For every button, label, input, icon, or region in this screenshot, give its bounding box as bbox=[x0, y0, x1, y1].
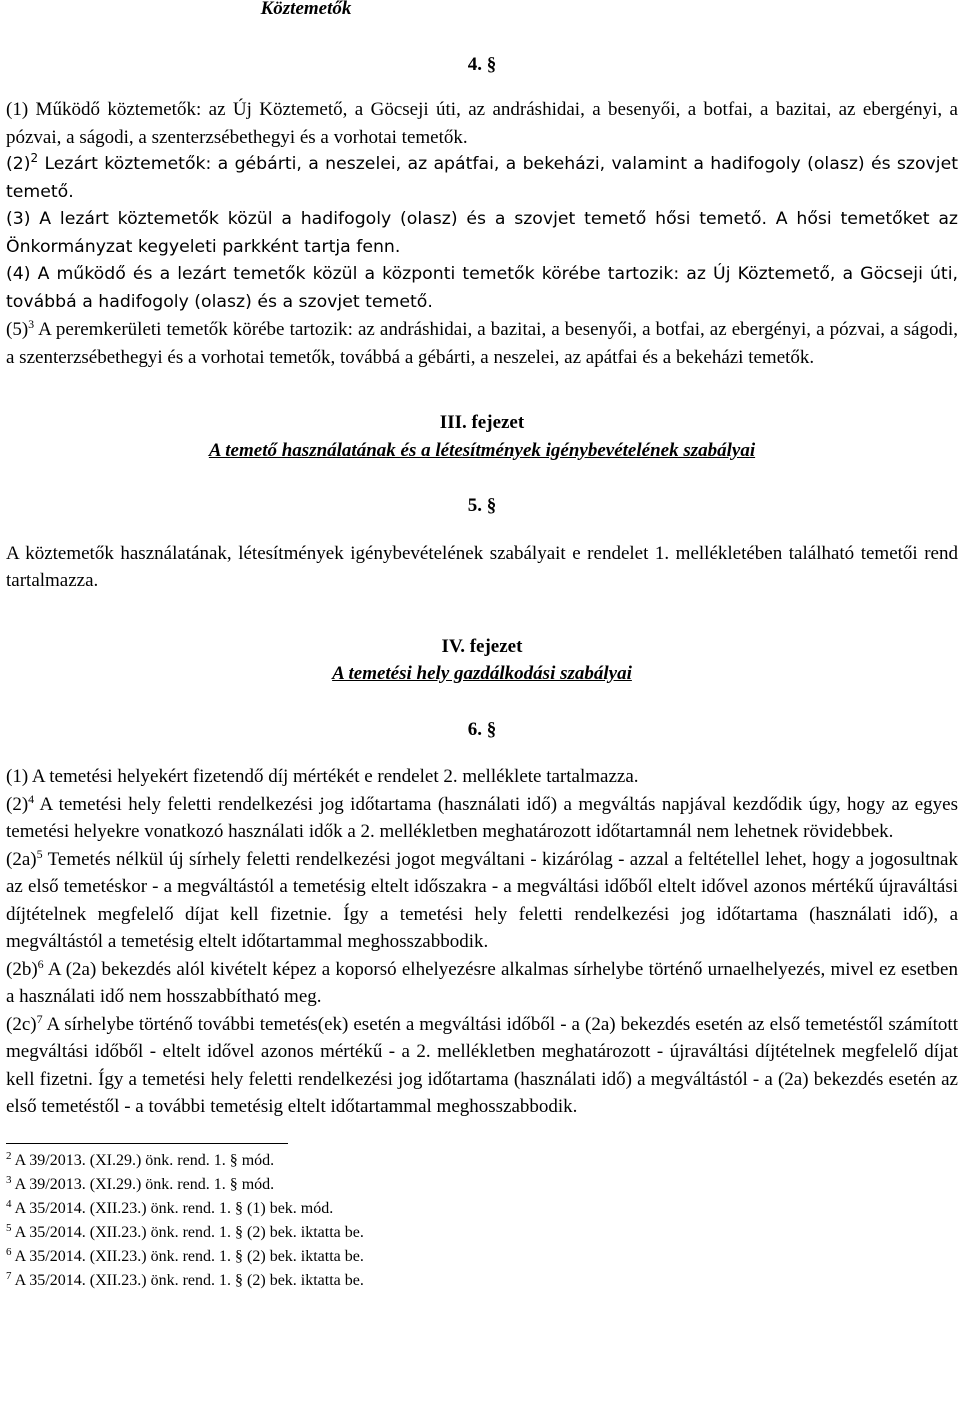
paragraph-text: A sírhelybe történő további temetés(ek) esetén a megváltási időből - a (2a) bekezdés esetén az első temetéstől számított megváltási időből - eltelt idővel azonos mértékű - a 2. mellékletben meghatározott - újraváltási díjtételnek megfelelő díjat kell fizetni. Így a temetési hely feletti rendelkezési jog időtartama (használati idő) a megváltástól - a (2a) bekezdés esetén az első temetéstől - a további temetésig eltelt időtartammal meghosszabbodik. bbox=[6, 1013, 958, 1117]
footnote-number: 6 bbox=[6, 1245, 12, 1258]
paragraph-number: (2) bbox=[6, 793, 29, 815]
paragraph-text: A (2a) bekezdés alól kivételt képez a koporsó elhelyezésre alkalmas sírhelybe történő urnaelhelyezés, mivel ez esetben a használati idő nem hosszabbítható meg. bbox=[6, 958, 958, 1007]
footnote bbox=[6, 1269, 958, 1293]
section-4-heading: 4. § bbox=[467, 53, 497, 75]
s6-paragraph-2a bbox=[6, 846, 958, 956]
footnote-number: 4 bbox=[6, 1197, 12, 1210]
footnote-ref: 3 bbox=[28, 317, 35, 331]
s6-paragraph-2 bbox=[6, 791, 958, 846]
document-page bbox=[6, 0, 958, 1293]
footnotes bbox=[6, 1143, 958, 1293]
footnote-ref: 6 bbox=[37, 956, 44, 971]
section-5-heading: 5. § bbox=[467, 495, 497, 516]
footnote-number: 5 bbox=[6, 1221, 12, 1234]
footnote-text: A 39/2013. (XI.29.) önk. rend. 1. § mód. bbox=[11, 1175, 275, 1193]
chapter-4-heading: IV. fejezet bbox=[441, 635, 523, 657]
s6-paragraph-2b bbox=[6, 956, 958, 1011]
footnote-text: A 35/2014. (XII.23.) önk. rend. 1. § (2) bek. iktatta be. bbox=[11, 1271, 364, 1289]
paragraph-text: A temetési hely feletti rendelkezési jog időtartama (használati idő) a megváltás napjával kezdődik úgy, hogy az egyes temetési helyekre vonatkozó használati idők a 2. mellékletben meghatározott időtartamnál nem lehetnek rövidebbek. bbox=[6, 793, 958, 842]
s6-paragraph-1: (1) A temetési helyekért fizetendő díj mértékét e rendelet 2. melléklete tartalmazza. bbox=[6, 766, 639, 787]
s4-paragraph-5 bbox=[6, 316, 958, 371]
paragraph-number: (5) bbox=[6, 319, 29, 340]
footnote-separator bbox=[6, 1143, 288, 1144]
footnote-text: A 35/2014. (XII.23.) önk. rend. 1. § (1) bek. mód. bbox=[11, 1199, 334, 1217]
s4-paragraph-4: (4) A működő és a lezárt temetők közül a központi temetők körébe tartozik: az Új Köztemető, a Göcseji úti, továbbá a hadifogoly (olasz) és a szovjet temető. bbox=[6, 264, 958, 312]
s5-paragraph: A köztemetők használatának, létesítmények igénybevételének szabályait e rendelet 1. mellékletében található temetői rend tartalmazza. bbox=[6, 542, 958, 591]
chapter-3-title: A temető használatának és a létesítmények igénybevételének szabályai bbox=[208, 439, 756, 461]
footnote bbox=[6, 1245, 958, 1269]
footnote-ref: 2 bbox=[30, 151, 39, 165]
paragraph-text: Lezárt köztemetők: a gébárti, a neszelei, az apátfai, a bekeházi, valamint a hadifogoly (olasz) és szovjet temető. bbox=[6, 154, 958, 202]
paragraph-number: (2c) bbox=[6, 1013, 37, 1035]
section-title: Köztemetők bbox=[260, 0, 352, 19]
paragraph-number: (2b) bbox=[6, 958, 38, 980]
section-6-heading: 6. § bbox=[467, 718, 497, 740]
footnote-text: A 35/2014. (XII.23.) önk. rend. 1. § (2) bek. iktatta be. bbox=[11, 1247, 364, 1265]
footnote-text: A 39/2013. (XI.29.) önk. rend. 1. § mód. bbox=[11, 1151, 275, 1169]
paragraph-text: Temetés nélkül új sírhely feletti rendelkezési jogot megváltani - kizárólag - azzal a feltétellel lehet, hogy a jogosultnak az első temetéskor - a megváltástól a temetésig eltelt időszakra - a megváltási időből eltelt idővel azonos mértékű újraváltási díjtételnek megfelelő díjat kell fizetnie. Így a temetési hely feletti rendelkezési jog időtartama (használati idő), a megváltástól a temetésig eltelt időtartammal meghosszabbodik. bbox=[6, 848, 958, 952]
paragraph-number: (2a) bbox=[6, 848, 37, 870]
s4-paragraph-2 bbox=[6, 151, 958, 206]
s4-paragraph-1: (1) Működő köztemetők: az Új Köztemető, a Göcseji úti, az andráshidai, a besenyői, a botfai, a bazitai, az ebergényi, a pózvai, a ságodi, a szenterzsébethegyi és a vorhotai temetők. bbox=[6, 99, 958, 148]
footnote-number: 7 bbox=[6, 1269, 12, 1282]
paragraph-text: A peremkerületi temetők körébe tartozik: az andráshidai, a bazitai, a besenyői, a botfai, az ebergényi, a pózvai, a ságodi, a szenterzsébethegyi és a vorhotai temetők, továbbá a gébárti, a neszelei, az apátfai és a bekeházi temetők. bbox=[6, 319, 958, 368]
footnote-ref: 4 bbox=[28, 791, 35, 806]
footnote-ref: 5 bbox=[36, 846, 43, 861]
footnote bbox=[6, 1197, 958, 1221]
s6-paragraph-2c bbox=[6, 1011, 958, 1121]
paragraph-number: (2) bbox=[6, 154, 31, 174]
footnote-number: 2 bbox=[6, 1149, 12, 1162]
footnote bbox=[6, 1221, 958, 1245]
footnote bbox=[6, 1173, 958, 1197]
footnote bbox=[6, 1149, 958, 1173]
chapter-4-title: A temetési hely gazdálkodási szabályai bbox=[332, 663, 632, 684]
footnote-number: 3 bbox=[6, 1173, 12, 1186]
footnote-text: A 35/2014. (XII.23.) önk. rend. 1. § (2) bek. iktatta be. bbox=[11, 1223, 364, 1241]
footnote-ref: 7 bbox=[36, 1011, 43, 1026]
s4-paragraph-3: (3) A lezárt köztemetők közül a hadifogoly (olasz) és a szovjet temető hősi temető. A hősi temetőket az Önkormányzat kegyeleti parkként tartja fenn. bbox=[6, 209, 958, 257]
chapter-3-heading: III. fejezet bbox=[439, 412, 525, 433]
